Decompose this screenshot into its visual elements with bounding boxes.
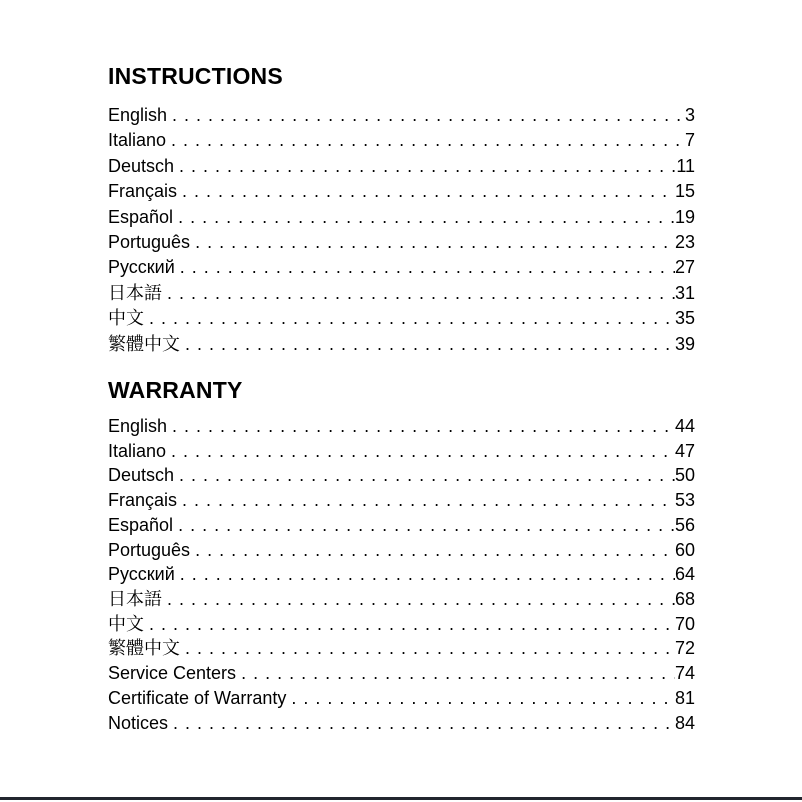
dot-leader xyxy=(236,661,675,686)
toc-entry-page: 72 xyxy=(674,638,695,659)
toc-entry xyxy=(108,306,695,331)
dot-leader xyxy=(144,306,675,331)
dot-leader xyxy=(166,439,675,464)
toc-entry-page: 47 xyxy=(674,440,695,461)
toc-entry-label: Italiano xyxy=(108,130,167,151)
toc-entry xyxy=(108,154,695,179)
page-bottom-rule xyxy=(0,797,802,800)
toc-entry-label: Deutsch xyxy=(108,465,175,486)
dot-leader xyxy=(173,205,675,230)
toc-entry-page: 84 xyxy=(674,712,695,733)
toc-entry-label: Español xyxy=(108,514,174,535)
toc-entry-label: Português xyxy=(108,539,191,560)
toc-entry xyxy=(108,538,695,563)
toc-entry-page: 31 xyxy=(674,282,695,303)
dot-leader xyxy=(167,103,685,128)
toc-entry-page: 81 xyxy=(674,687,695,708)
toc-entry xyxy=(108,205,695,230)
toc-entry-label: 繁體中文 xyxy=(108,638,180,659)
toc-entry-page: 27 xyxy=(674,257,695,278)
toc-entry-page: 70 xyxy=(674,613,695,634)
toc-entry-label: Français xyxy=(108,181,178,202)
toc-entry-label: 繁體中文 xyxy=(108,333,180,354)
toc-entry xyxy=(108,281,695,306)
toc-list-instructions xyxy=(108,103,695,357)
dot-leader xyxy=(166,128,685,153)
dot-leader xyxy=(177,179,675,204)
dot-leader xyxy=(174,463,675,488)
toc-entry-page: 23 xyxy=(674,232,695,253)
toc-entry-page: 7 xyxy=(684,130,695,151)
dot-leader xyxy=(177,488,675,513)
toc-entry-label: 中文 xyxy=(108,308,144,329)
dot-leader xyxy=(190,538,675,563)
dot-leader xyxy=(190,230,675,255)
toc-entry-page: 15 xyxy=(674,181,695,202)
toc-entry-label: English xyxy=(108,416,168,437)
toc-entry xyxy=(108,463,695,488)
toc-entry-page: 68 xyxy=(674,588,695,609)
toc-entry-label: 日本語 xyxy=(108,588,162,609)
toc-entry-label: Français xyxy=(108,490,178,511)
toc-entry-label: Italiano xyxy=(108,440,167,461)
dot-leader xyxy=(174,154,676,179)
toc-entry-page: 60 xyxy=(674,539,695,560)
toc-entry xyxy=(108,179,695,204)
dot-leader xyxy=(144,612,675,637)
toc-entry-page: 39 xyxy=(674,333,695,354)
toc-entry-page: 53 xyxy=(674,490,695,511)
toc-entry xyxy=(108,513,695,538)
toc-entry-page: 35 xyxy=(674,308,695,329)
toc-entry xyxy=(108,128,695,153)
toc-entry xyxy=(108,686,695,711)
toc-entry-label: Português xyxy=(108,232,191,253)
toc-entry xyxy=(108,636,695,661)
toc-entry-label: English xyxy=(108,105,168,125)
toc-entry xyxy=(108,711,695,736)
toc-list-warranty xyxy=(108,414,695,735)
toc-entry-label: Service Centers xyxy=(108,663,237,684)
toc-entry-page: 44 xyxy=(674,416,695,437)
toc-entry-label: 日本語 xyxy=(108,282,162,303)
toc-entry-label: Certificate of Warranty xyxy=(108,687,287,708)
toc-entry-page: 74 xyxy=(674,663,695,684)
section-heading-warranty: WARRANTY xyxy=(108,376,243,403)
section-instructions xyxy=(108,62,695,358)
dot-leader xyxy=(180,332,675,357)
toc-entry-page: 11 xyxy=(676,155,695,176)
toc-entry xyxy=(108,562,695,587)
dot-leader xyxy=(167,414,675,439)
dot-leader xyxy=(173,513,675,538)
section-heading-instructions: INSTRUCTIONS xyxy=(108,62,283,89)
section-warranty xyxy=(108,376,695,736)
dot-leader xyxy=(162,281,675,306)
toc-entry-label: 中文 xyxy=(108,613,144,634)
toc-entry-label: Русский xyxy=(108,257,175,278)
toc-entry xyxy=(108,612,695,637)
dot-leader xyxy=(168,711,675,736)
toc-entry xyxy=(108,230,695,255)
toc-entry xyxy=(108,661,695,686)
toc-entry-label: Русский xyxy=(108,564,175,585)
dot-leader xyxy=(175,562,675,587)
toc-entry-label: Deutsch xyxy=(108,155,175,176)
toc-entry xyxy=(108,332,695,357)
toc-entry-page: 56 xyxy=(674,514,695,535)
toc-entry xyxy=(108,103,695,128)
toc-entry xyxy=(108,414,695,439)
toc-entry-page: 50 xyxy=(674,465,695,486)
dot-leader xyxy=(175,255,675,280)
toc-entry xyxy=(108,488,695,513)
toc-entry-page: 19 xyxy=(674,206,695,227)
dot-leader xyxy=(180,636,675,661)
toc-entry-label: Español xyxy=(108,206,174,227)
toc-entry xyxy=(108,587,695,612)
toc-entry xyxy=(108,255,695,280)
toc-entry-page: 3 xyxy=(684,105,695,125)
dot-leader xyxy=(162,587,675,612)
toc-entry xyxy=(108,439,695,464)
toc-entry-page: 64 xyxy=(674,564,695,585)
dot-leader xyxy=(286,686,675,711)
toc-entry-label: Notices xyxy=(108,712,169,733)
